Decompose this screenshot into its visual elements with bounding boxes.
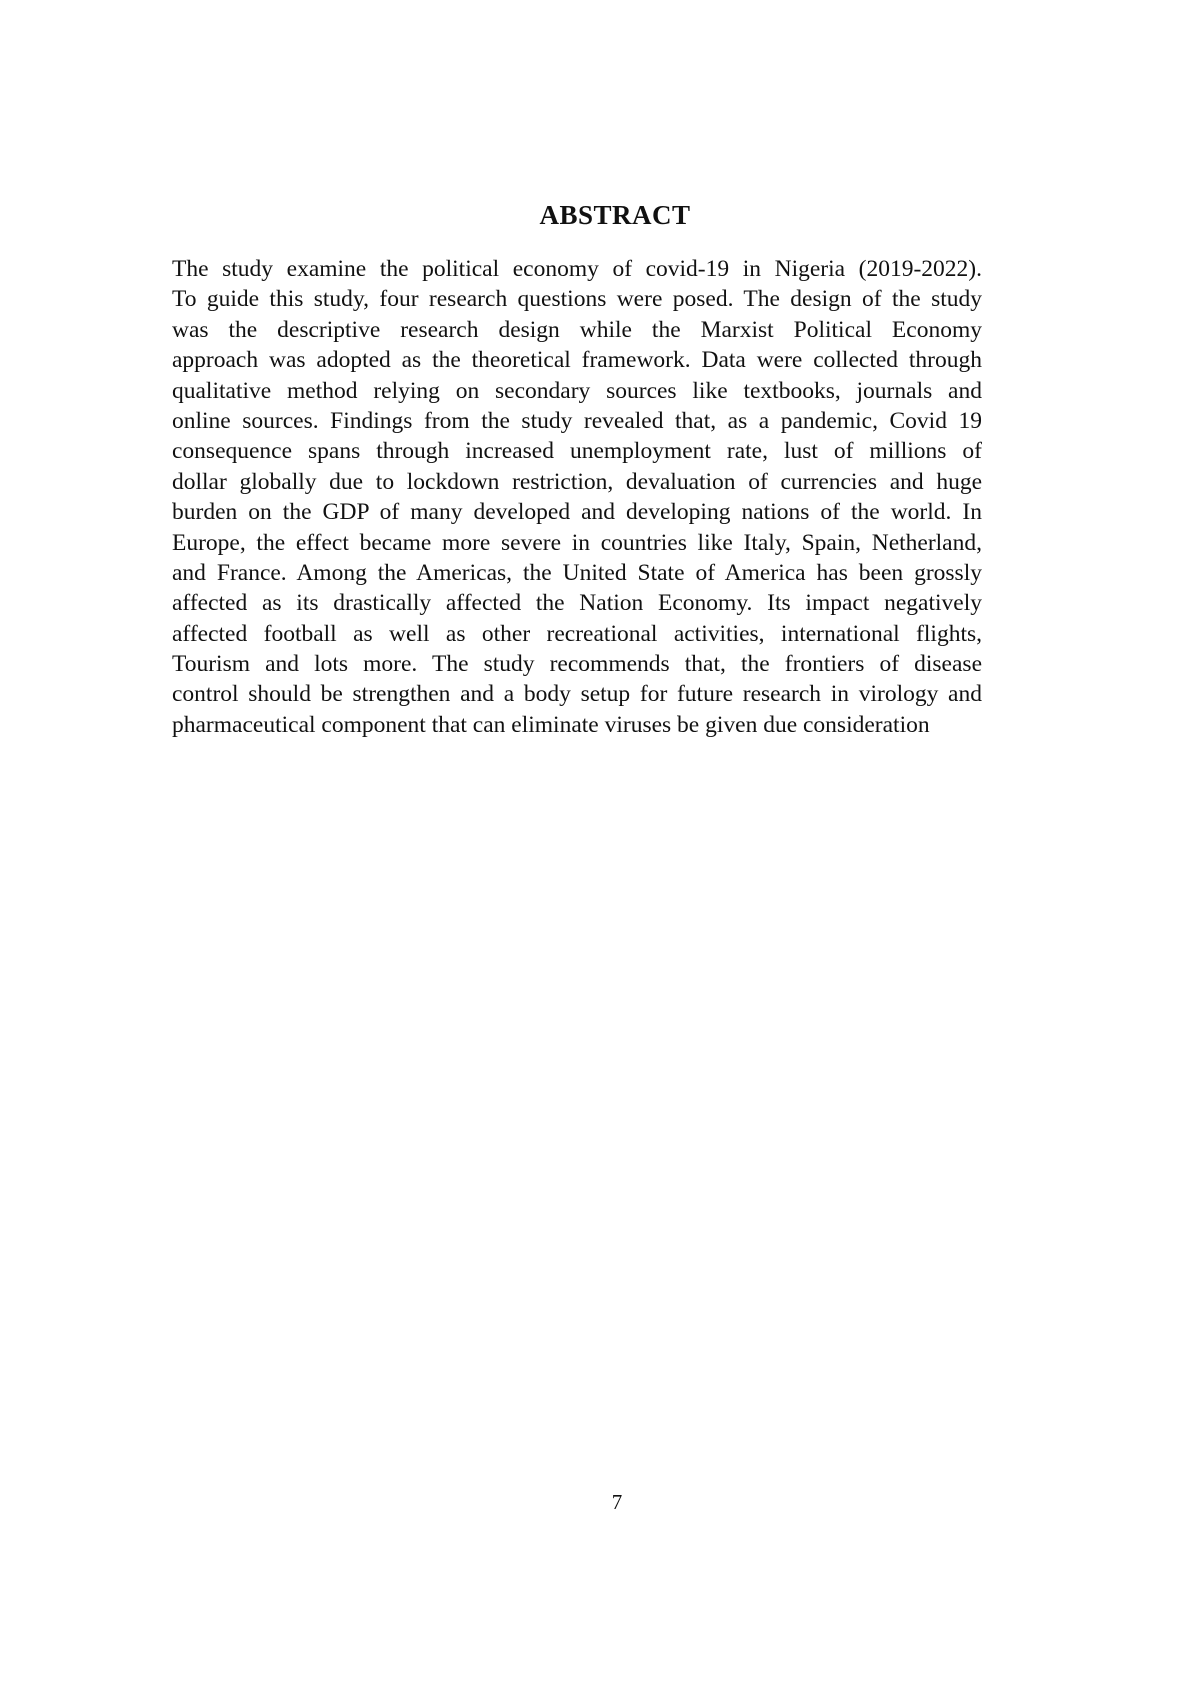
paragraph-line: control should be strengthen and a body setup for future research in virology and [172, 681, 982, 708]
paragraph-line: pharmaceutical component that can eliminate viruses be given due consideration [172, 711, 930, 738]
paragraph-line: approach was adopted as the theoretical framework. Data were collected through [172, 347, 982, 374]
paragraph-line: affected football as well as other recreational activities, international flights, [172, 620, 982, 647]
paragraph-line: online sources. Findings from the study revealed that, as a pandemic, Covid 19 [172, 407, 982, 434]
paragraph-line: qualitative method relying on secondary sources like textbooks, journals and [172, 377, 982, 404]
paragraph-line: was the descriptive research design while the Marxist Political Economy [172, 316, 982, 343]
paragraph-line: dollar globally due to lockdown restriction, devaluation of currencies and huge [172, 468, 982, 495]
paragraph-line: consequence spans through increased unemployment rate, lust of millions of [172, 438, 982, 465]
paragraph-line: burden on the GDP of many developed and developing nations of the world. In [172, 499, 982, 526]
page-number: 7 [611, 1490, 623, 1514]
paragraph-line: The study examine the political economy of covid-19 in Nigeria (2019-2022). [172, 256, 982, 282]
paragraph-line: affected as its drastically affected the Nation Economy. Its impact negatively [172, 590, 982, 617]
paragraph-line: Europe, the effect became more severe in countries like Italy, Spain, Netherland, [172, 529, 982, 556]
abstract-title: ABSTRACT [539, 200, 691, 230]
abstract-paragraph [172, 254, 982, 740]
paragraph-line: To guide this study, four research questions were posed. The design of the study [172, 286, 982, 313]
paragraph-line: Tourism and lots more. The study recommends that, the frontiers of disease [172, 651, 982, 678]
paragraph-line: and France. Among the Americas, the United State of America has been grossly [172, 559, 982, 586]
